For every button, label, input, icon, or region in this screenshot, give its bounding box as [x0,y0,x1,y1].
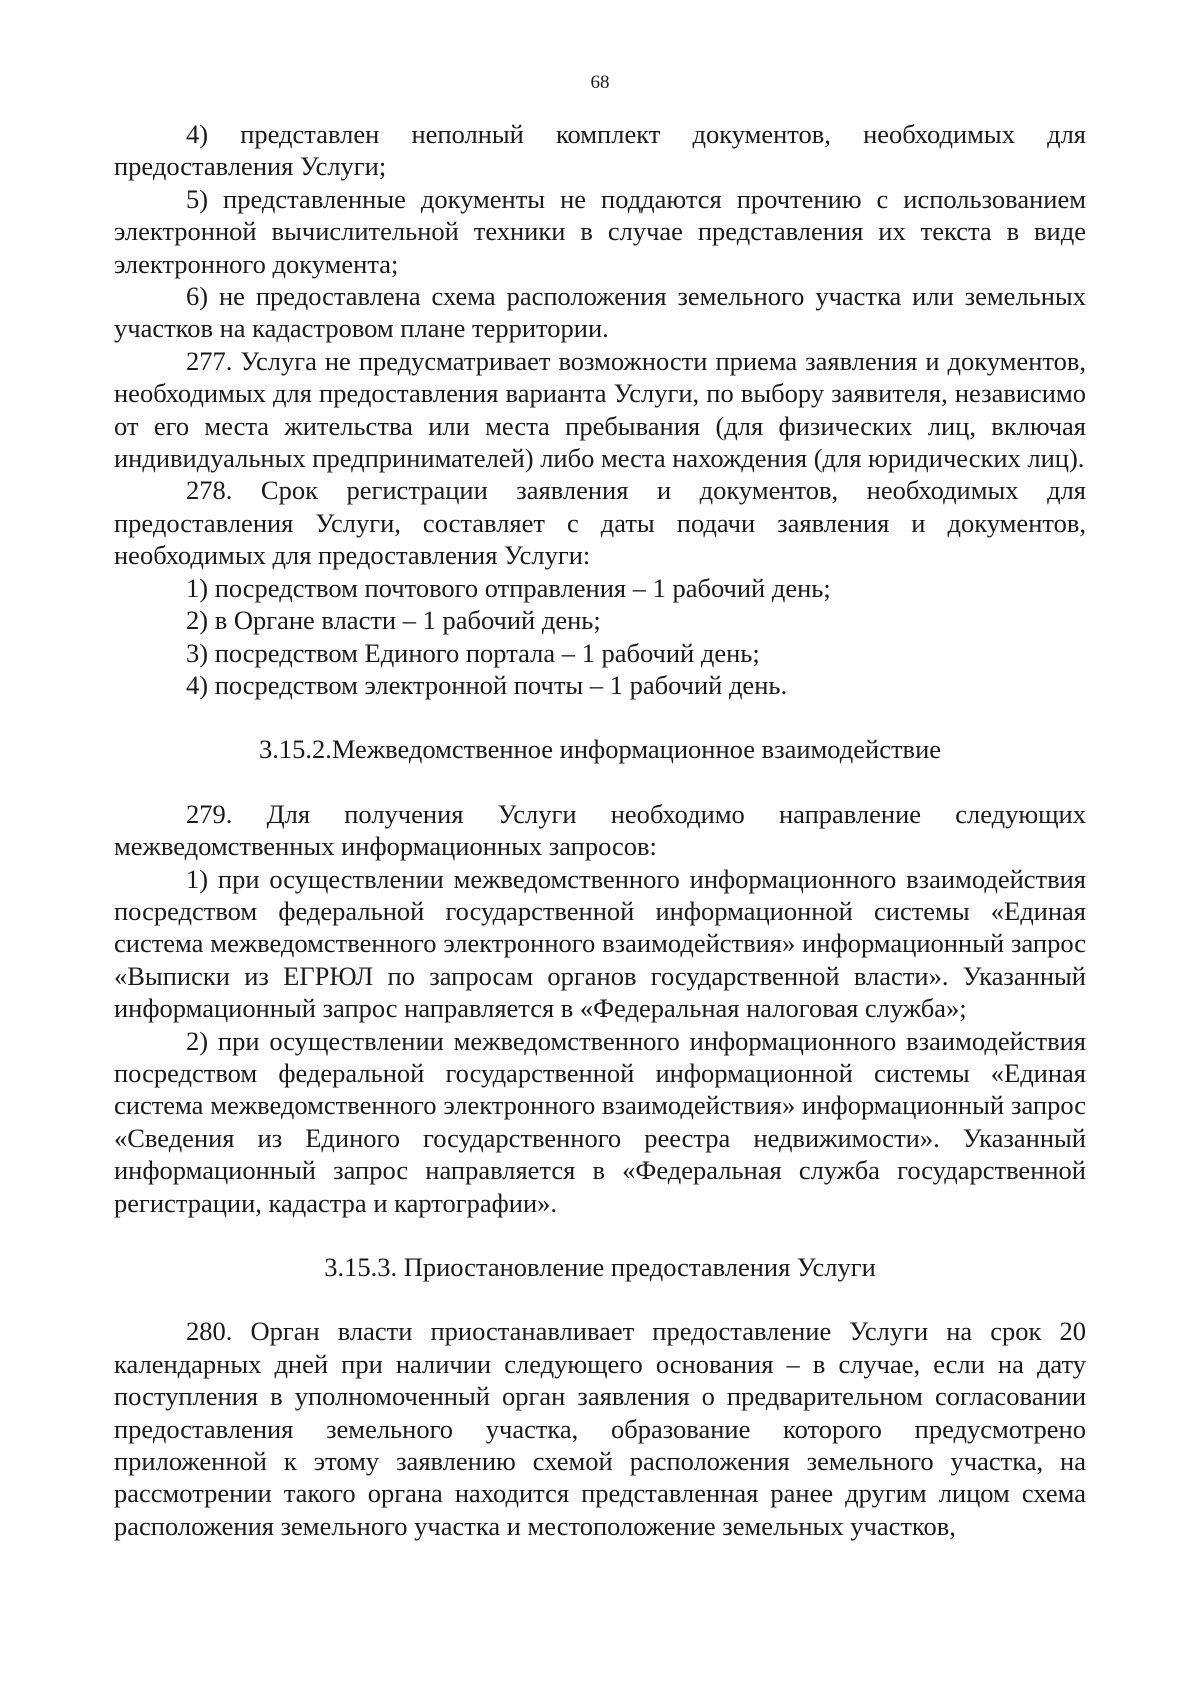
document-body [114,118,1086,1542]
section-heading-3-15-2: 3.15.2.Межведомственное информационное взаимодействие [258,734,942,765]
list-item-portal: 3) посредством Единого портала – 1 рабочий день; [186,637,760,668]
list-item-authority: 2) в Органе власти – 1 рабочий день; [186,605,601,636]
page-number: 68 [590,72,610,93]
list-item-email: 4) посредством электронной почты – 1 рабочий день. [186,669,788,700]
paragraph-280: 280. Орган власти приостанавливает предоставление Услуги на срок 20 календарных дней при наличии следующего основания – в случае, если на дату поступления в уполномоченный орган заявления о предварительном согласовании предоставления земельного участка, образование которого предусмотрено приложенной к этому заявлению схемой расположения земельного участка, на рассмотрении такого органа находится представленная ранее другим лицом схема расположения земельного участка и местоположение земельных участков, [114,1316,1086,1541]
spacer [114,1219,1086,1251]
paragraph-279-item-1: 1) при осуществлении межведомственного информационного взаимодействия посредством федеральной государственной информационной системы «Единая система межведомственного электронного взаимодействия» информационный запрос «Выписки из ЕГРЮЛ по запросам органов государственной власти». Указанный информационный запрос направляется в «Федеральная налоговая служба»; [114,863,1086,1024]
paragraph-item-6-no-scheme: 6) не предоставлена схема расположения земельного участка или земельных участков на кадастровом плане территории. [114,281,1086,344]
spacer [114,701,1086,733]
list-item-postal: 1) посредством почтового отправления – 1 рабочий день; [186,572,831,603]
spacer [114,766,1086,798]
paragraph-277: 277. Услуга не предусматривает возможности приема заявления и документов, необходимых для предоставления варианта Услуги, по выбору заявителя, независимо от его места жительства или места пребывания (для физических лиц, включая индивидуальных предпринимателей) либо места нахождения (для юридических лиц). [114,345,1086,474]
paragraph-item-5-unreadable-docs: 5) представленные документы не поддаются прочтению с использованием электронной вычислительной техники в случае представления их текста в виде электронного документа; [114,183,1086,279]
paragraph-item-4-incomplete-docs: 4) представлен неполный комплект документов, необходимых для предоставления Услуги; [114,119,1086,182]
paragraph-279: 279. Для получения Услуги необходимо направление следующих межведомственных информационных запросов: [114,798,1086,862]
paragraph-279-item-2: 2) при осуществлении межведомственного информационного взаимодействия посредством федеральной государственной информационной системы «Единая система межведомственного электронного взаимодействия» информационный запрос «Сведения из Единого государственного реестра недвижимости». Указанный информационный запрос направляется в «Федеральная служба государственной регистрации, кадастра и картографии». [114,1025,1086,1218]
spacer [114,1283,1086,1315]
paragraph-278: 278. Срок регистрации заявления и документов, необходимых для предоставления Услуги, составляет с даты подачи заявления и документов, необходимых для предоставления Услуги: [114,475,1086,571]
section-heading-3-15-3: 3.15.3. Приостановление предоставления Услуги [324,1252,876,1282]
